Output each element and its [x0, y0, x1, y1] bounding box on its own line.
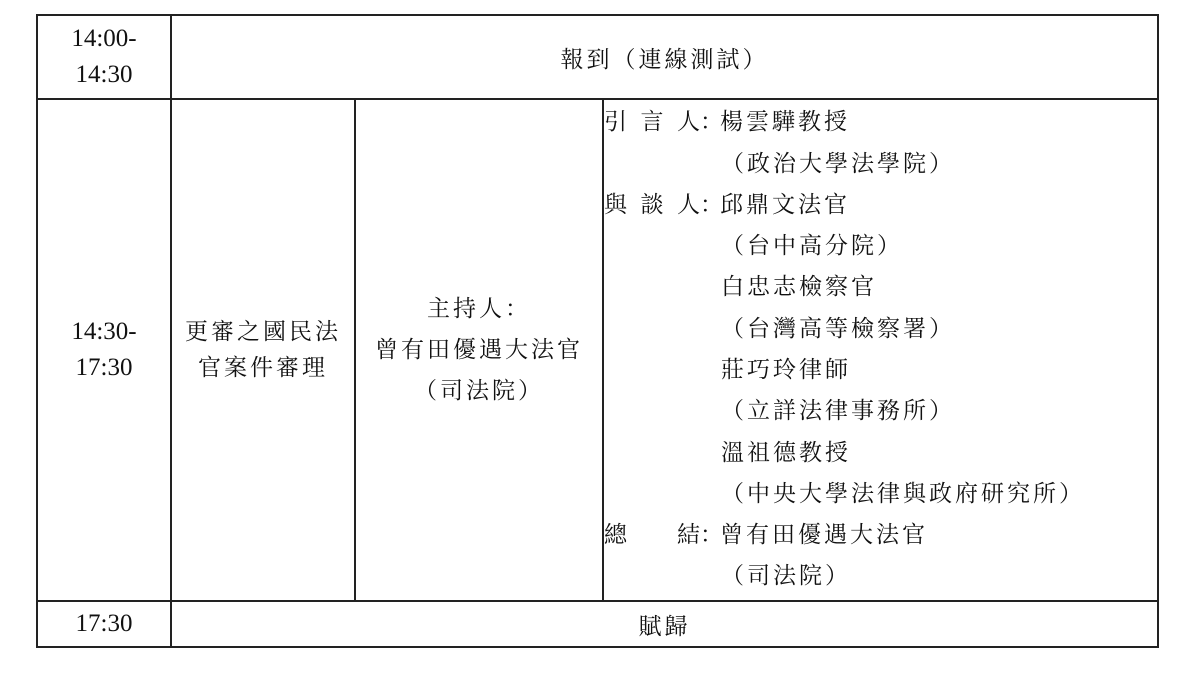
discussant-name: 邱鼎文法官	[720, 191, 850, 218]
discussant-name: 溫祖德教授	[721, 439, 851, 466]
session-time-start: 14:30-	[71, 318, 137, 345]
summary-line	[604, 515, 1157, 556]
discussant-name: 白忠志檢察官	[721, 274, 877, 301]
discussant-line	[604, 433, 1157, 474]
session-time-end: 17:30	[75, 354, 133, 381]
closing-time: 17:30	[37, 601, 171, 647]
session-topic-line2: 官案件審理	[198, 355, 328, 381]
intro-line	[604, 102, 1157, 143]
intro-colon: ：	[700, 109, 726, 136]
checkin-time-start: 14:00-	[71, 25, 137, 52]
host-label: 主持人：	[427, 295, 531, 322]
intro-affiliation: （政治大學法學院）	[721, 150, 955, 177]
session-topic-cell	[171, 99, 355, 601]
session-time-cell	[37, 99, 171, 601]
closing-label: 賦歸	[171, 601, 1158, 647]
session-topic-line1: 更審之國民法	[185, 319, 341, 345]
intro-role: 引言人	[604, 109, 700, 136]
discussant-affiliation-line	[604, 474, 1157, 515]
closing-row	[37, 601, 1158, 647]
intro-name: 楊雲驊教授	[720, 109, 850, 136]
summary-affiliation-line	[604, 556, 1157, 597]
summary-colon: ：	[700, 522, 726, 549]
agenda-table	[36, 14, 1159, 648]
checkin-time-end: 14:30	[75, 61, 133, 88]
discussant-affiliation: （立詳法律事務所）	[721, 398, 955, 425]
session-panel-cell	[603, 99, 1158, 601]
discussant-affiliation: （中央大學法律與政府研究所）	[721, 480, 1085, 507]
discussant-line	[604, 185, 1157, 226]
discussant-line	[604, 267, 1157, 308]
host-affiliation: （司法院）	[414, 377, 544, 404]
discuss-role: 與談人	[604, 191, 700, 218]
host-name: 曾有田優遇大法官	[375, 336, 583, 363]
discussant-line	[604, 350, 1157, 391]
discussant-affiliation: （台中高分院）	[721, 233, 903, 260]
checkin-row	[37, 15, 1158, 99]
session-host-cell	[355, 99, 603, 601]
discussant-affiliation-line	[604, 391, 1157, 432]
discussant-name: 莊巧玲律師	[721, 357, 851, 383]
summary-name: 曾有田優遇大法官	[720, 522, 928, 549]
intro-affiliation-line	[604, 144, 1157, 185]
discussant-affiliation: （台灣高等檢察署）	[721, 315, 955, 342]
session-row	[37, 99, 1158, 601]
checkin-label: 報到（連線測試）	[171, 15, 1158, 99]
summary-affiliation: （司法院）	[721, 563, 851, 590]
discuss-colon: ：	[700, 191, 726, 218]
summary-role: 總 結	[604, 522, 700, 549]
discussant-affiliation-line	[604, 309, 1157, 350]
checkin-time-cell	[37, 15, 171, 99]
discussant-affiliation-line	[604, 226, 1157, 267]
